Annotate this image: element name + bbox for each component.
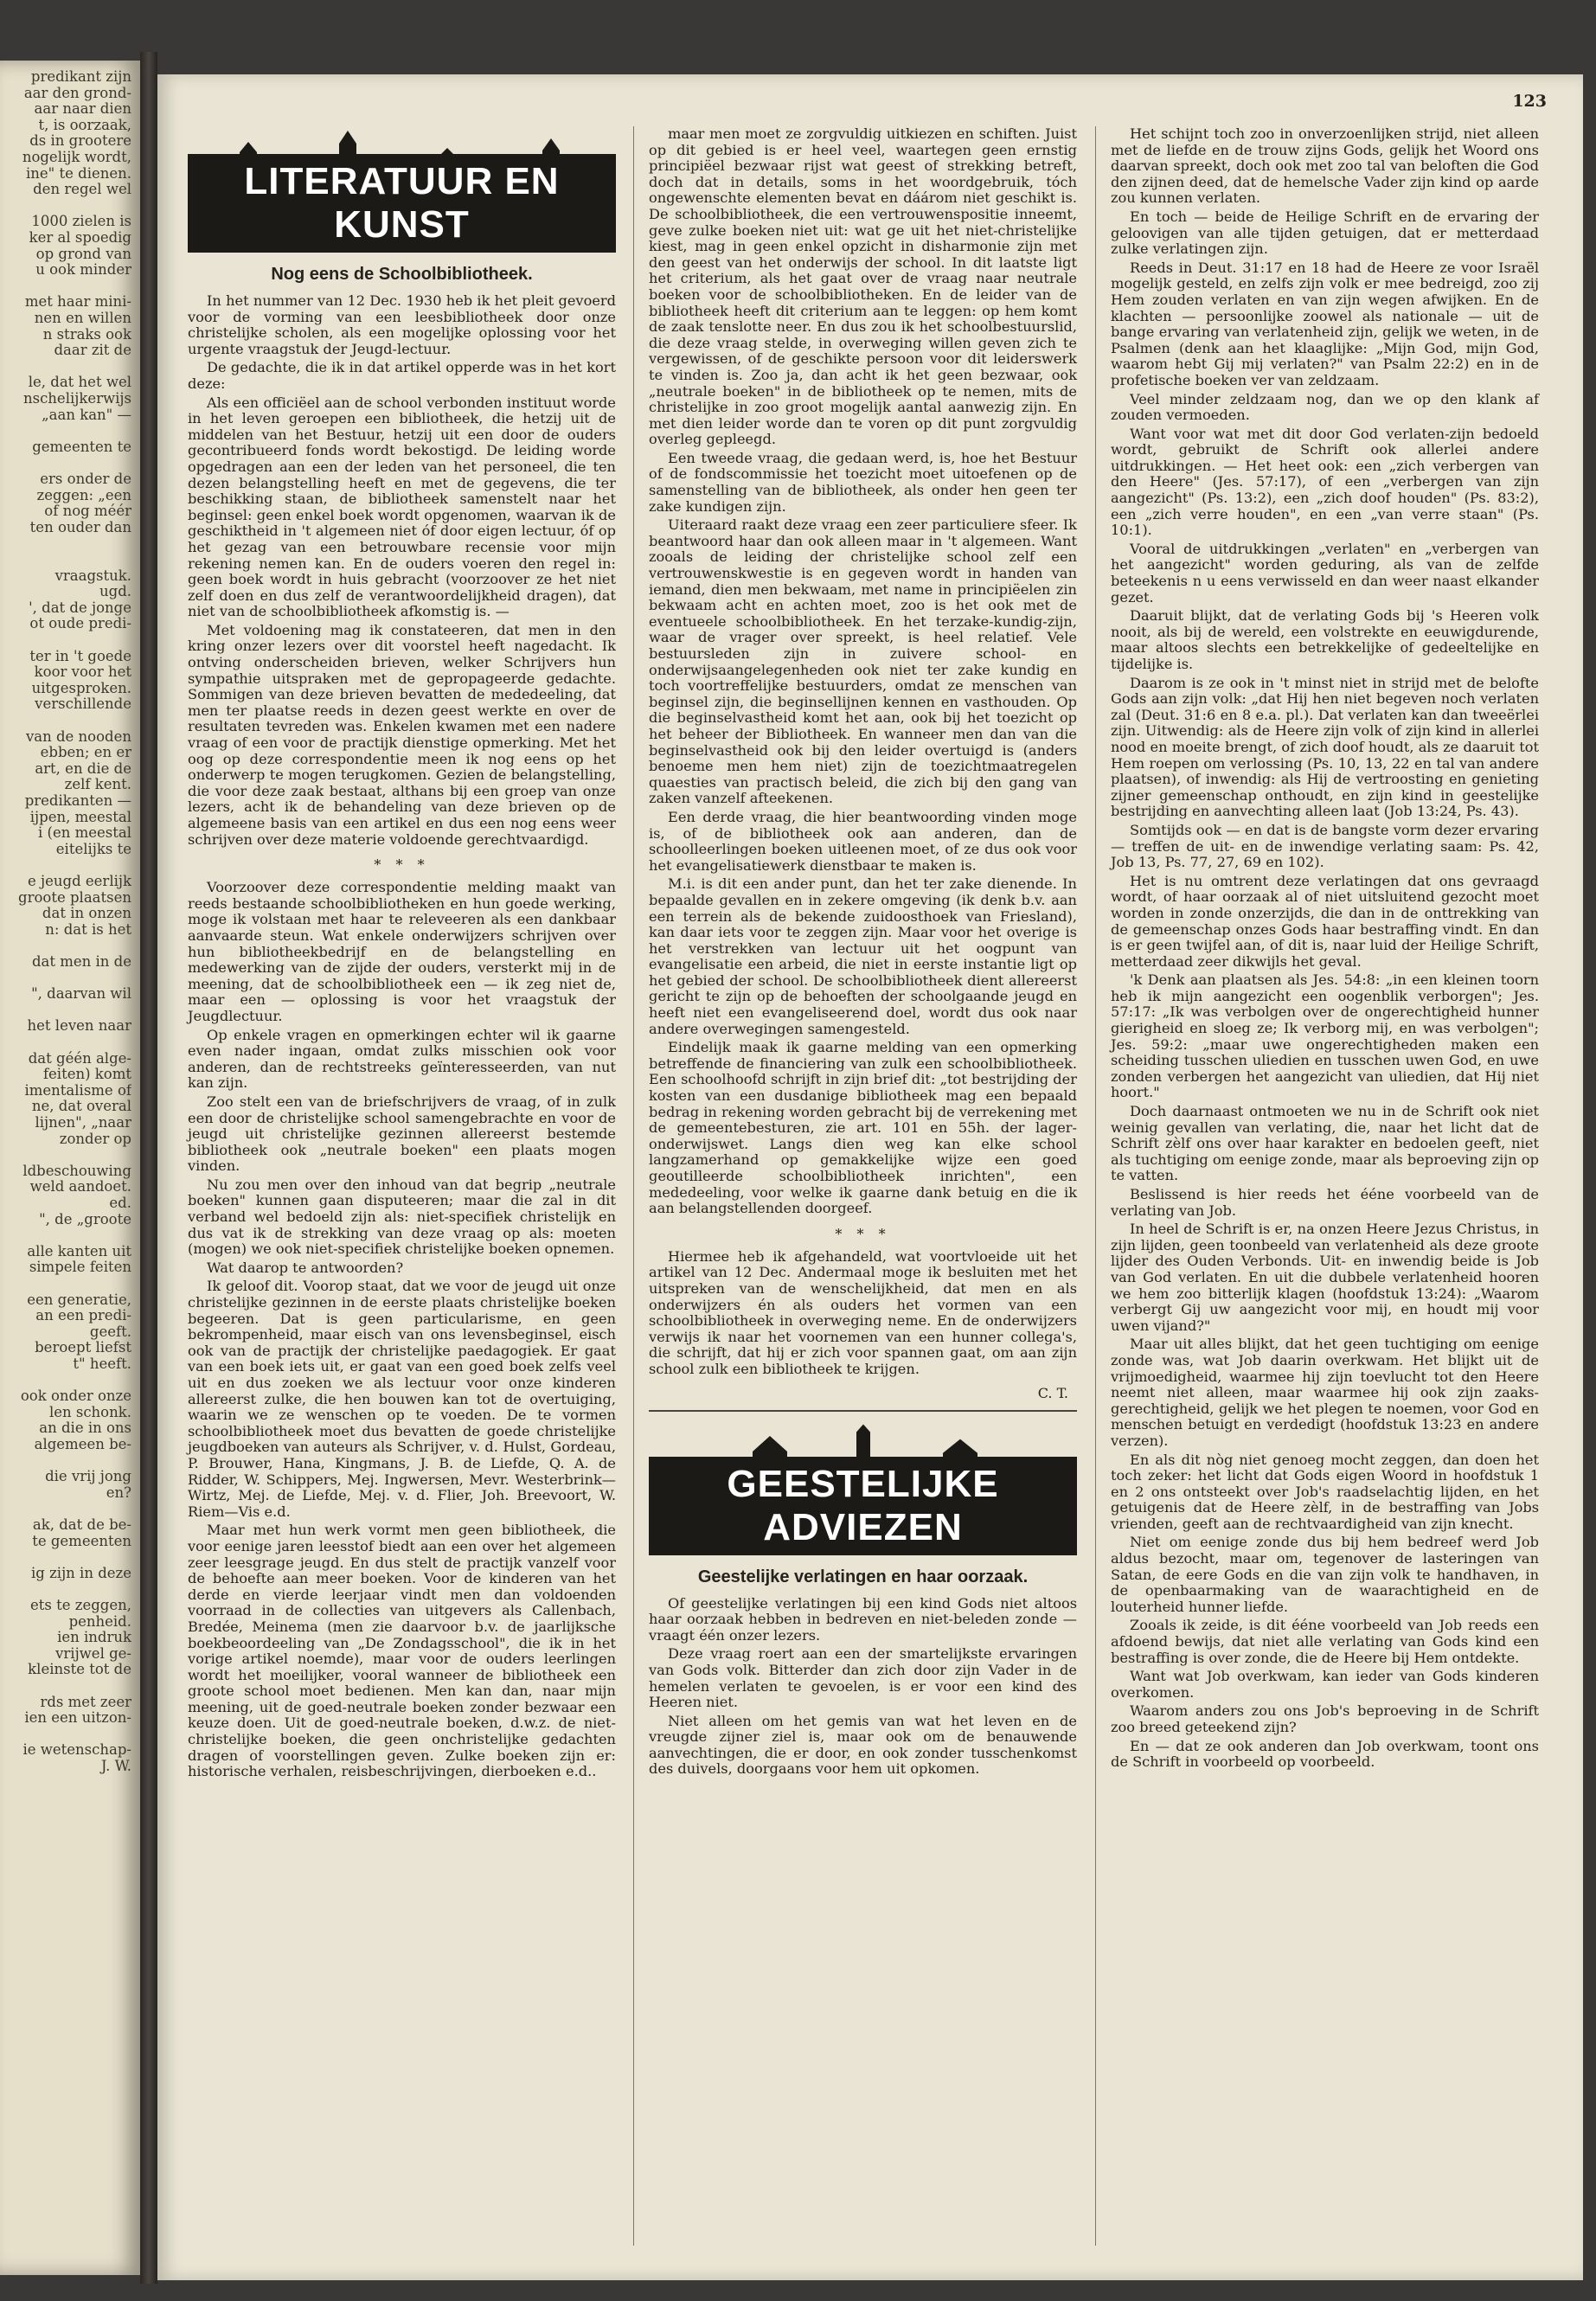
paragraph: Zoo stelt een van de briefschrijvers de vraag, of in zulk een door de christelijke school samengebrachte en voor de jeugd uit christelijke gezinnen allereerst bestemde bibliotheek ook „neutrale boeken" een plaats mogen vinden. (188, 1093, 616, 1175)
paragraph: De gedachte, die ik in dat artikel opperde was in het kort deze: (188, 359, 616, 392)
left-page-line: predikant zijn (30, 69, 131, 85)
left-page-line: van de nooden (25, 728, 131, 745)
column-rule (633, 126, 634, 2246)
left-page-line: art, en die de (35, 760, 131, 777)
left-page-line: ", de „groote (39, 1211, 131, 1227)
left-page-line: penheid. (68, 1613, 131, 1630)
left-page-line: ook onder onze (20, 1388, 131, 1405)
closing-paragraph: Hiermee heb ik afgehandeld, wat voortvloeide uit het artikel van 12 Dec. Andermaal moge ik besluiten met het uitspreken van de wenschelijkheid, dat men en als onderwijzers én als ouders het vormen van een schoolbibliotheek in overweging neme. En de onderwijzers verwijs ik naar het voornemen van een hunner collega's, die schrijft, dat hij er zich voor spannen gaat, om aan zijn school zulk een bibliotheek te krijgen. (649, 1247, 1077, 1377)
left-page-line: an een predi- (35, 1308, 131, 1324)
left-page-line: ugd. (99, 584, 131, 600)
article-title: Nog eens de Schoolbibliotheek. (271, 265, 533, 284)
left-page-line: nogelijk wordt, (22, 150, 131, 165)
left-page-line: nen en willen (34, 311, 131, 326)
left-page-line: ijpen, meestal (29, 809, 131, 825)
left-page-line: verschillende (35, 696, 131, 713)
paragraph: In het nummer van 12 Dec. 1930 heb ik het pleit gevoerd voor de vorming van een leesbibliotheek door onze christelijke scholen, als een mogelijke oplossing voor het urgente vraagstuk der Jeugd-lectuur. (188, 292, 616, 357)
paragraph: Eindelijk maak ik gaarne melding van een opmerking betreffende de financiering van zulk een schoolbibliotheek. Een schoolhoofd schrijft in zijn brief dit: „tot bestrijding der kosten van een dusdanige bibliotheek mag een bepaald bedrag in rekening worden gebracht bij de verrekening met de gemeentebesturen, zie art. 101 en 55h. der lager-onderwijswet. Langs dien weg kan elke school langzamerhand op gemakkelijke wijze een goed geoutilleerde schoolbibliotheek inrichten", een mededeeling, voor welke ik gaarne dank betuig en die ik aan belangstellenden doorgeef. (649, 1039, 1077, 1217)
column-rule (1095, 126, 1096, 2246)
left-page-line: of nog méér (44, 503, 131, 520)
paragraph: M.i. is dit een ander punt, dan het ter zake dienende. In bepaalde gevallen en in zekere omgeving (ik denk b.v. aan een terrein als de bekende zuidoosthoek van Friesland), kan daar iets voor te zeggen zijn. Maar voor het overige is het verstrekken van lectuur uit het oogpunt van evangelisatie een arbeid, die niet in eerste instantie ligt op het gebied der school. De schoolbibliotheek dient allereerst gericht te zijn op de behoeften der schoolgaande jeugd en heeft niet een evangeliseerend doel, wordt dus ook naar andere overwegingen samengesteld. (649, 875, 1077, 1037)
left-page-line: ed. (109, 1195, 131, 1211)
left-page-line: J. W. (100, 1759, 131, 1774)
left-page-line: ak, dat de be- (32, 1517, 131, 1533)
paragraph: Het schijnt toch zoo in onverzoenlijken strijd, niet alleen met de liefde en de trouw zijns Gods, gelijk het Woord ons daarvan spreekt, doch ook met zoo tal van beloften die God den zijnen deed, dat de hemelsche Vader zijn kind op aarde zou kunnen verlaten. (1111, 125, 1539, 207)
section-divider (649, 1410, 1077, 1412)
left-page-line: uitgesproken. (31, 680, 131, 696)
left-page-line: le, dat het wel (28, 375, 131, 391)
left-page-line: dat géén alge- (28, 1050, 131, 1067)
left-page-line: aar naar dien (34, 101, 131, 118)
left-page-line: ets te zeggen, (30, 1598, 131, 1613)
literature-header (188, 126, 616, 256)
author-signature: C. T. (1037, 1384, 1068, 1401)
column-1 (188, 126, 616, 2254)
paragraph: Ik geloof dit. Voorop staat, dat we voor de jeugd uit onze christelijke gezinnen in de eerste plaats christelijke boeken begeeren. Dat is geen particularisme, en geen bekrompenheid, maar eisch van ons levensbeginsel, eisch ook van de practijk der christelijke paedagogiek. Er gaat van een boek iets uit, er gaat van een goed boek zelfs veel uit en dus zoeken we als lectuur voor onze kinderen allereerst zulke, die hen bouwen kan tot de overtuiging, waarin we ze wenschen op te voeden. De te vormen schoolbibliotheek moet dus bevatten de goede christelijke jeugdboeken van auteurs als Schrijver, v. d. Hulst, Gordeau, P. Brouwer, Hana, Kingmans, J. B. de Liefde, Q. A. de Ridder, W. Schippers, Mej. Ingwersen, Mevr. Westerbrink—Wirtz, Mej. de Liefde, Mej. v. d. Flier, Joh. Breevoort, W. Riem—Vis e.d. (188, 1278, 616, 1520)
paragraph: Veel minder zeldzaam nog, dan we op den klank af zouden vermoeden. (1111, 390, 1539, 424)
paragraph: Somtijds ook — en dat is de bangste vorm dezer ervaring — treffen de uit- en de inwendige verlating saam: Ps. 42, Job 13, Ps. 77, 27, 69 en 102). (1111, 821, 1539, 871)
paragraph: Als een officiëel aan de school verbonden instituut worde in het leven geroepen een bibliotheek, die hetzij uit de middelen van het Bestuur, hetzij uit een door de ouders gecontribueerd fonds wordt bekostigd. De leiding worde opgedragen aan een der leden van het personeel, die ten dezen belangstelling heeft en met de gegevens, die ter beschikking staan, de bibliotheek samenstelt naar het beginsel: geen enkel boek wordt opgenomen, waarvan ik de geschiktheid in 't algemeen niet óf door eigen lectuur, óf op het gezag van een betrouwbare recensie voor mijn rekening nemen kan. En de ouders voeren den regel in: geen boek wordt in huis gebracht (voorzoover ze het niet zelf doen en dus zelf de verantwoordelijkheid dragen), dat niet van de schoolbibliotheek afkomstig is. — (188, 394, 616, 620)
asterism-separator: * * * (374, 856, 430, 874)
paragraph: Want wat Job overkwam, kan ieder van Gods kinderen overkomen. (1111, 1668, 1539, 1701)
left-page-line: het leven naar (27, 1018, 131, 1035)
left-page-line: met haar mini- (24, 294, 131, 311)
left-page-line: aar den grond- (23, 85, 131, 101)
article-body (649, 1596, 1077, 1779)
left-page-line: kleinste tot de (28, 1662, 131, 1678)
left-page-line: ker al spoedig (29, 230, 131, 246)
article-body-continued (1111, 126, 1539, 1771)
paragraph: Met voldoening mag ik constateeren, dat men in den kring onzer lezers over dit voorstel heeft nagedacht. Ik ontving onderscheiden brieven, welker Schrijvers hun sympathie uitspraken met de gepropageerde gedachte. Sommigen van deze brieven bevatten de mededeeling, dat men ter plaatse reeds in dezen geest werkte en over de resultaten tevreden was. Enkelen kwamen met een nadere vraag of een voor de practijk dienstige opmerking. Met het oog op deze correspondentie meen ik nog eens op het onderwerp te mogen terugkomen. Gezien de belangstelling, die voor deze zaak bestaat, althans bij een groep van onze lezers, acht ik de behandeling van deze brieven op de algemeene basis van een artikel en dus een nog eens weer schrijven over deze materie voldoende gerechtvaardigd. (188, 621, 616, 848)
left-page-line: vrijwel ge- (55, 1645, 131, 1662)
left-page-line: n: dat is het (45, 921, 131, 938)
left-page-line: simpele feiten (29, 1259, 131, 1276)
column-3 (1111, 126, 1539, 2254)
paragraph: Daarom is ze ook in 't minst niet in strijd met de belofte Gods aan zijn volk: „dat Hij hen niet begeven noch verlaten zal (Deut. 31:6 en 8 e.a. pl.). Dat verlaten kan dan tweeërlei zijn. Uitwendig: als de Heere zijn volk of zijn kind in allerlei nood en moeite brengt, of zich doof houdt, als ze daaruit tot Hem roepen om verlossing (Ps. 10, 13, 22 en tal van andere plaatsen), of inwendig: als Hij de vertroosting en genieting zijner gemeenschap onthoudt, en zijn kind in geestelijke bestrijding en aanvechting alleen laat (Job 13:24, Ps. 43). (1111, 674, 1539, 820)
left-page-line: dat in onzen (42, 906, 131, 922)
paragraph: Maar met hun werk vormt men geen bibliotheek, die voor eenige jaren leesstof biedt aan een over het algemeen zeer leesgrage jeugd. En dus stelt de practijk vanzelf voor de behoefte aan meer boeken. Voor de kinderen van het derde en vierde leerjaar vindt men dan voldoenden voorraad in de collecties van uitgevers als Callenbach, Bredée, Meinema (men zie daarvoor b.v. de jaarlijksche boekbeoordeeling van „De Zondagsschool", die ik in het vorige artikel noemde), maar voor de ouders leerlingen wordt het moeilijker, vooral wanneer de bibliotheek een groote school moet bedienen. Men kan dan, naar mijn meening, uit de goed-neutrale boeken zonder bezwaar een keuze doen. Uit de goed-neutrale boeken, d.w.z. de niet-christelijke boeken, die geen onchristelijke gedachten dragen of voorstellingen geven. Zulke boeken zijn er: historische verhalen, reisbeschrijvingen, dierboeken e.d.. (188, 1522, 616, 1780)
left-page-line: ne, dat overal (31, 1099, 131, 1115)
paragraph: Of geestelijke verlatingen bij een kind Gods niet altoos haar oorzaak hebben in bedreven en niet-beleden zonde — vraagt één onzer lezers. (649, 1594, 1077, 1644)
left-page-line: gemeenten te (32, 439, 131, 455)
page-gutter (140, 52, 157, 2284)
left-page-fragment (0, 61, 140, 2275)
section-title: GEESTELIJKE ADVIEZEN (649, 1457, 1077, 1555)
left-page-line: len schonk. (48, 1404, 131, 1420)
left-page-line: daar zit de (54, 343, 131, 359)
paragraph: Reeds in Deut. 31:17 en 18 had de Heere ze voor Israël mogelijk gesteld, en zelfs zijn volk er mee bedreigd, zoo zij Hem zouden verlaten en van zijn wegen afwijken. En de klachten — persoonlijke zoowel als nationale — uit de bange ervaring van verlatenheid zijn, gelijk we weten, in de Psalmen (denk aan het klaaglijke: „Mijn God, mijn God, waarom hebt Gij mij verlaten?" van Psalm 22:2) en in de profetische boeken ver van zeldzaam. (1111, 259, 1539, 388)
left-page-line: vraagstuk. (54, 567, 131, 584)
left-page-line: groote plaatsen (18, 889, 131, 906)
left-page-line: eitelijks te (55, 841, 131, 857)
left-page-line: op grond van (35, 246, 131, 262)
left-page-line: alle kanten uit (27, 1243, 131, 1259)
left-page-line: ", daarvan wil (31, 986, 131, 1003)
column-2 (649, 126, 1077, 2254)
paragraph: Want voor wat met dit door God verlaten-zijn bedoeld wordt, gebruikt de Schrift ook allerlei andere uitdrukkingen. — Het heet ook: een „zich verbergen van den Heere" (Jes. 57:17), of een „verbergen van zijn aangezicht" (Ps. 13:2), een „zich doof houden" (Ps. 83:2), een „zich verre houden", en een „van verre staan" (Ps. 10:1). (1111, 425, 1539, 539)
left-page-line: geeft. (89, 1324, 131, 1340)
paragraph: Op enkele vragen en opmerkingen echter wil ik gaarne even nader ingaan, omdat zulks misschien ook voor anderen, dan de rechtstreeks geïnteresseerden, van nut kan zijn. (188, 1026, 616, 1092)
paragraph: Nu zou men over den inhoud van dat begrip „neutrale boeken" kunnen gaan disputeeren; maar die zal in dit verband wel bedoeld zijn als: niet-specifiek christelijk en dus vat ik de strekking van deze vraag op als: moeten (mogen) we ook niet-specifiek christelijke boeken opnemen. (188, 1176, 616, 1258)
paragraph: Het is nu omtrent deze verlatingen dat ons gevraagd wordt, of haar oorzaak al of niet uitsluitend gezocht moet worden in zonde onzerzijds, die dan in de onttrekking van de gemeenschap onzes Gods haar bestraffing vindt. En dan is er geen twijfel aan, of dit is, naar luid der Heilige Schrift, metterdaad zeer dikwijls het geval. (1111, 872, 1539, 970)
left-page-line: ien indruk (57, 1630, 131, 1646)
left-page-line: ot oude predi- (29, 616, 131, 632)
left-page-line: algemeen be- (34, 1437, 131, 1452)
left-page-line: t" heeft. (73, 1356, 131, 1372)
left-page-line: den regel wel (33, 182, 131, 198)
paragraph: Doch daarnaast ontmoeten we nu in de Schrift ook niet weinig gevallen van verlating, die, naar het licht dat de Schrift zèlf ons over haar karakter en bedoelen geeft, niet als tuchtiging om eenige zonde, maar als beproeving zijn op te vatten. (1111, 1103, 1539, 1184)
paragraph: En toch — beide de Heilige Schrift en de ervaring der geloovigen van alle tijden getuigen, dat er metterdaad zulke verlatingen zijn. (1111, 208, 1539, 258)
left-page-line: ds in grootere (29, 133, 131, 150)
article-body-continued (649, 126, 1077, 1217)
paragraph: Een tweede vraag, die gedaan werd, is, hoe het Bestuur of de fondscommissie het toezicht moet uitoefenen op de samenstelling van de bibliotheek, als onder hen geen ter zake kundigen zijn. (649, 449, 1077, 515)
left-page-line: ebben; en er (40, 745, 131, 761)
left-page-line: i (en meestal (38, 825, 131, 842)
left-page-line: zeggen: „een (36, 487, 131, 503)
paragraph: 'k Denk aan plaatsen als Jes. 54:8: „in een kleinen toorn heb ik mijn aangezicht een oogenblik verborgen"; Jes. 57:17: „Ik was verbolgen over de ongerechtigheid hunner gierigheid en sloeg ze; Ik verborg mij, en was verbolgen"; Jes. 59:2: „maar uwe ongerechtigheden maken een scheiding tusschen uliedien en tusschen uwen God, en uwe zonden verbergen het aangezicht van uliedien, dat Hij niet hoort." (1111, 971, 1539, 1101)
left-page-line: ie wetenschap- (22, 1742, 131, 1759)
paragraph: In heel de Schrift is er, na onzen Heere Jezus Christus, in zijn lijden, geen toonbeeld van verlatenheid als deze groote lijder des Ouden Verbonds. Uit- en inwendig beide is Job van God verlaten. En uit die dubbele verlatenheid hooren we hem zoo bitterlijk klagen (hoofdstuk 13:24): „Waarom verbergt Gij uw aangezicht voor mij, en houdt mij voor uwen vijand?" (1111, 1221, 1539, 1334)
paragraph: Uiteraard raakt deze vraag een zeer particuliere sfeer. Ik beantwoord haar dan ook alleen maar in 't algemeen. Want zooals de leiding der christelijke school zelf een vertrouwenskwestie is en gegeven wordt in handen van iemand, dien men bekwaam, met name in principiëelen zin bekwaam acht en achten moet, zoo is het ook met de eventueele schoolbibliotheek. En het terzake-kundig-zijn, waar de vrager over spreekt, is heel relatief. Vele bestuursleden zijn in zuivere school- en onderwijsaangelegenheden ook niet ter zake kundig en toch voortreffelijke bestuurders, omdat ze menschen van beginsel zijn, die beginsellijnen kennen en vasthouden. Op die beginselvastheid komt het aan, ook bij het toezicht op het beheer der Bibliotheek. En wanneer men dan van die beginselvastheid ook bij den leider overtuigd is (anders benoeme men hem niet) zijn de toezichtmaatregelen quaesties van practisch beleid, die zich bij den gang van zaken vanzelf afteekenen. (649, 516, 1077, 807)
paragraph: Wat daarop te antwoorden? (207, 1259, 404, 1276)
page-number: 123 (1512, 92, 1547, 111)
right-page (157, 74, 1583, 2280)
left-page-line: beroept liefst (35, 1340, 131, 1356)
paragraph: Deze vraag roert aan een der smartelijkste ervaringen van Gods volk. Bitterder dan zich door zijn Vader in de hemelen verlaten te gevoelen, is er voor een kind des Heeren niet. (649, 1645, 1077, 1711)
left-page-line: predikanten — (24, 793, 131, 809)
left-page-line: ig zijn in deze (31, 1565, 131, 1581)
left-page-line: rds met zeer (40, 1694, 131, 1710)
left-page-line: t, is oorzaak, (38, 117, 131, 133)
left-page-line: „aan kan" — (42, 407, 131, 423)
article-body (188, 293, 616, 1780)
left-page-line: ter in 't goede (29, 648, 131, 664)
paragraph: Zooals ik zeide, is dit ééne voorbeeld van Job reeds een afdoend bewijs, dat niet alle verlating van Gods kind een bestraffing is over zonde, die de Heere bij Hem ontdekte. (1111, 1617, 1539, 1666)
paragraph: Beslissend is hier reeds het ééne voorbeeld van de verlating van Job. (1111, 1186, 1539, 1219)
left-page-line: ten ouder dan (29, 519, 131, 535)
paragraph: Maar uit alles blijkt, dat het geen tuchtiging om eenige zonde was, wat Job daarin overkwam. Het blijkt uit de vrijmoedigheid, waarmee hij zijn toevlucht tot den Heere neemt niet alleen, maar waarmee hij ook zijn zaaks-gerechtigheid, gelijk we het plegen te noemen, voor God en menschen betuigt en verdedigt (hoofdstuk 13:23 en andere verzen). (1111, 1336, 1539, 1449)
left-page-line: koor voor het (34, 664, 131, 681)
left-page-line: een generatie, (27, 1292, 131, 1308)
asterism-separator: * * * (835, 1225, 891, 1242)
paragraph: Waarom anders zou ons Job's beproeving in de Schrift zoo breed geteekend zijn? (1111, 1702, 1539, 1735)
left-page-line: feiten) komt (42, 1067, 131, 1083)
left-page-line: te gemeenten (32, 1533, 131, 1549)
left-page-line: 1000 zielen is (31, 214, 131, 230)
spiritual-advice-header (649, 1420, 1077, 1559)
paragraph: En als dit nòg niet genoeg mocht zeggen, dan doen het toch zeker: het licht dat Gods eigen Woord in hoofdstuk 1 en 2 ons ontsteekt over Job's raadselachtig lijden, en het getuigenis dat de Heere zèlf, in de bestraffing van Jobs vrienden, geeft aan de rechtvaardigheid van zijn knecht. (1111, 1451, 1539, 1532)
article-title: Geestelijke verlatingen en haar oorzaak. (697, 1567, 1029, 1586)
left-page-line: nschelijkerwijs (22, 391, 131, 407)
left-page-line: imentalisme of (24, 1082, 131, 1099)
section-title: LITERATUUR EN KUNST (188, 154, 616, 253)
paragraph: maar men moet ze zorgvuldig uitkiezen en schiften. Juist op dit gebied is er heel veel, waartegen geen ernstig principiëel bezwaar rijst wat geest of strekking betreft, doch dat in details, soms in het woordgebruik, tóch ongewenschte elementen bevat en dáárom niet geschikt is. De schoolbibliotheek, die een vertrouwenspositie inneemt, geve zulke boeken niet uit: wat ge uit het niet-christelijke kiest, mag in geen enkel opzicht in disharmonie zijn met den geest van het onderwijs der school. In dit laatste ligt het criterium, als het gaat over de vraag naar neutrale boeken voor de schoolbibliotheken. En de leider van de bibliotheek heeft dit criterium aan te leggen: op hem komt de zaak tenslotte neer. En dus zou ik het schoolbestuurslid, die deze vraag stelde, in overweging willen geven zich te vergewissen, of de geschikte persoon voor dit leiderswerk te vinden is. Zoo ja, dan acht ik het geen bezwaar, ook „neutrale boeken" in de bibliotheek op te nemen, mits de christelijke in zoo groot mogelijk aantal aanwezig zijn. En met dien leider worde dan te voren op dit punt zorgvuldig overleg gepleegd. (649, 125, 1077, 448)
left-page-line: weld aandoet. (29, 1179, 131, 1195)
paragraph: Niet om eenige zonde dus bij hem bedreef werd Job aldus bezocht, maar om, tegenover de lasteringen van Satan, de eere Gods en die van zijn volk te handhaven, in de openbaarmaking van de waarachtigheid en de louterheid hunner liefde. (1111, 1534, 1539, 1615)
left-page-line: zelf kent. (64, 777, 131, 793)
left-page-line: en? (106, 1484, 131, 1501)
left-page-line: ', dat de jonge (29, 599, 131, 616)
paragraph: Daaruit blijkt, dat de verlating Gods bij 's Heeren volk nooit, als bij de wereld, een volstrekte en eeuwigdurende, maar altoos slechts een betrekkelijke of gedeeltelijke en tijdelijke is. (1111, 607, 1539, 672)
left-page-line: zonder op (59, 1131, 131, 1147)
left-page-line: an die in ons (39, 1420, 131, 1437)
left-page-line: die vrij jong (45, 1469, 131, 1485)
paragraph: Niet alleen om het gemis van wat het leven en de vreugde zijner ziel is, maar ook om de benauwende aanvechtingen, die er door, en ook zonder tusschenkomst des duivels, doorgaans voor hem uit opkomen. (649, 1712, 1077, 1778)
left-page-line: lijnen", „naar (35, 1115, 131, 1131)
paragraph: Voorzoover deze correspondentie melding maakt van reeds bestaande schoolbibliotheken en hun goede werking, moge ik volstaan met haar te releveeren als een dankbaar aanvaarde steun. Wat enkele onderwijzers schrijven over hun bibliotheekbedrijf en de belangstelling en medewerking van de zijde der ouders, versterkt mij in de meening, dat de schoolbibliotheek een — ik zeg niet de, maar een — oplossing is voor het vraagstuk der Jeugdlectuur. (188, 879, 616, 1024)
paragraph: Vooral de uitdrukkingen „verlaten" en „verbergen van het aangezicht" worden geduring, als van de zelfde beteekenis n u eens verwisseld en dan weer naast elkander gezet. (1111, 540, 1539, 606)
left-page-line: n straks ook (42, 326, 131, 343)
paragraph: Een derde vraag, die hier beantwoording vinden moge is, of de bibliotheek ook aan anderen, dan de schoolleerlingen boeken uitleenen moet, of ze dus ook voor het evangelisatiewerk dienstbaar te maken is. (649, 808, 1077, 874)
left-page-line: u ook minder (35, 262, 131, 279)
left-page-line: ine" te dienen. (25, 165, 131, 182)
left-page-line: ldbeschouwing (22, 1163, 131, 1179)
left-page-line: ien een uitzon- (24, 1710, 131, 1727)
left-page-line: dat men in de (31, 954, 131, 970)
left-page-line: ers onder de (40, 471, 131, 487)
paragraph: En — dat ze ook anderen dan Job overkwam, toont ons de Schrift in voorbeeld op voorbeeld. (1111, 1737, 1539, 1771)
left-page-line: e jeugd eerlijk (28, 874, 131, 889)
